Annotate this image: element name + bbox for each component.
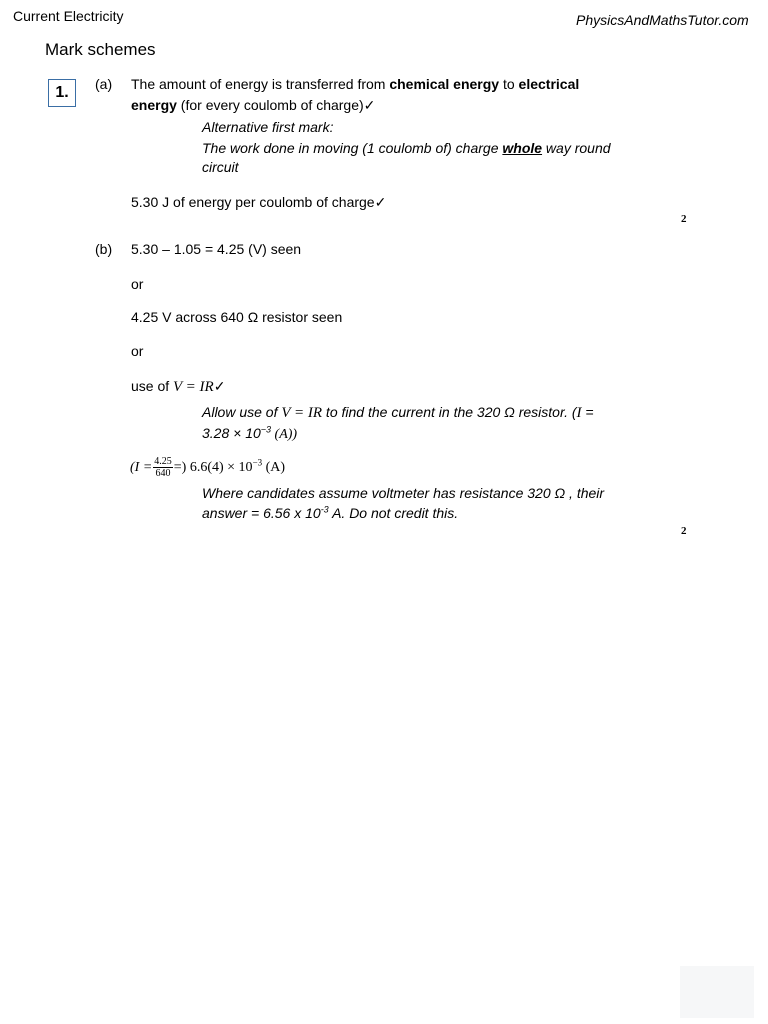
tick-icon: ✓ bbox=[363, 97, 376, 113]
note3-line1: Where candidates assume voltmeter has resistance 320 Ω , their bbox=[202, 485, 605, 501]
calculation: (I = $\frac{4.25}{640}$ =) $6.6(4) \times 10^{-3}$ (A) bbox=[130, 456, 286, 480]
tick-icon: ✓ bbox=[213, 378, 226, 394]
fraction: $\frac{4.25}{640}$ bbox=[154, 456, 172, 480]
part-a-line2: energy (for every coulomb of charge)✓ bbox=[131, 97, 376, 113]
note1-line1: Allow use of V = IR to find the current in the 320 Ω resistor. (I = bbox=[202, 404, 594, 421]
part-b-marks: 2 bbox=[681, 525, 687, 537]
part-b-use: use of V = IR✓ bbox=[131, 378, 226, 395]
page-title: Mark schemes bbox=[45, 40, 156, 59]
alt-heading: Alternative first mark: bbox=[202, 119, 334, 135]
part-a-label: (a) bbox=[95, 76, 113, 92]
header-topic: Current Electricity bbox=[13, 8, 124, 24]
alt-line2: circuit bbox=[202, 159, 239, 175]
tick-icon: ✓ bbox=[374, 194, 387, 210]
note3-line2: answer = 6.56 x $10^{-3}$ A. Do not credit this. bbox=[202, 504, 459, 521]
alt-line1: The work done in moving (1 coulomb of) charge whole way round bbox=[202, 140, 611, 156]
header-site: PhysicsAndMathsTutor.com bbox=[576, 12, 749, 28]
question-number-box: 1. bbox=[48, 79, 76, 107]
part-b-or2: or bbox=[131, 343, 144, 359]
page-corner-shade bbox=[680, 966, 754, 1018]
part-a-answer: 5.30 J of energy per coulomb of charge✓ bbox=[131, 194, 387, 210]
part-a-line1: The amount of energy is transferred from chemical energy to electrical bbox=[131, 76, 580, 92]
part-b-line1: 5.30 – 1.05 = 4.25 (V) seen bbox=[131, 241, 302, 257]
part-a-marks: 2 bbox=[681, 213, 687, 225]
part-b-label: (b) bbox=[95, 241, 113, 257]
note1-line2: $3.28 \times 10^{-3}$ (A)) bbox=[202, 424, 298, 442]
part-b-or1: or bbox=[131, 276, 144, 292]
part-b-line2: 4.25 V across 640 Ω resistor seen bbox=[131, 309, 343, 325]
